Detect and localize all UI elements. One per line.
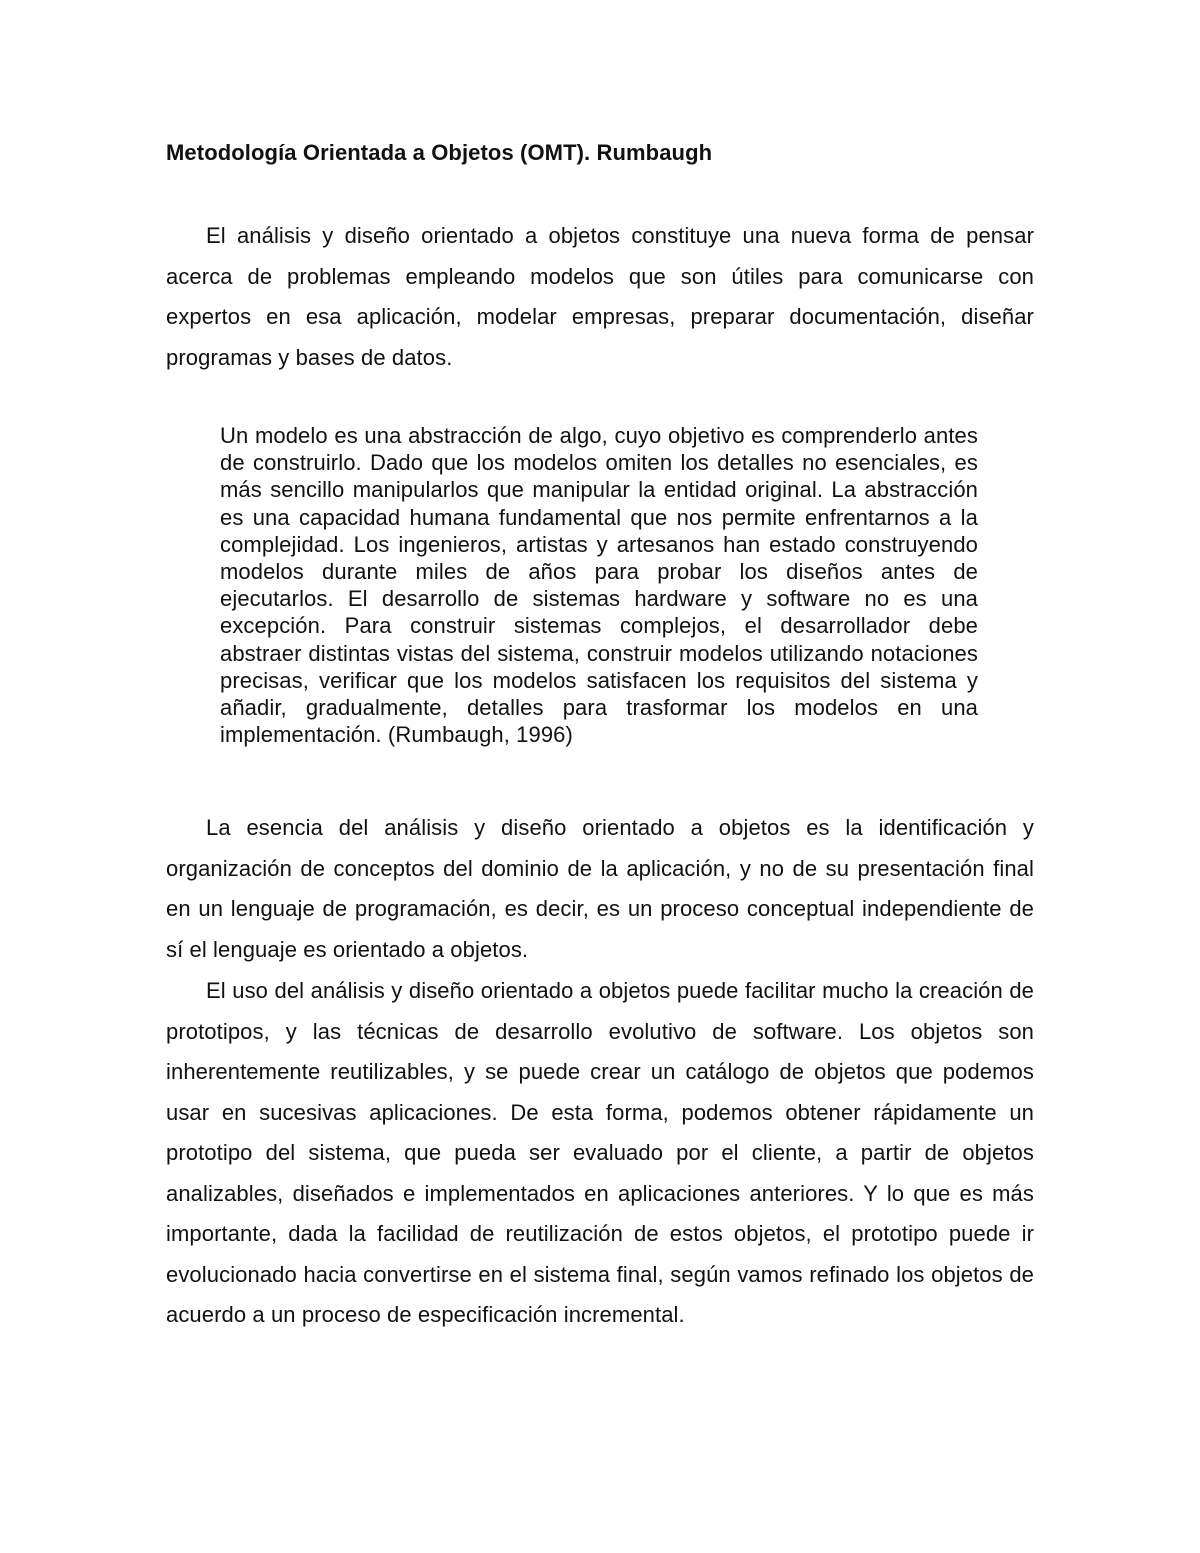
- paragraph-intro: El análisis y diseño orientado a objetos constituye una nueva forma de pensar acerca de problemas empleando modelos que son útiles para comunicarse con expertos en esa aplicación, modelar empresas, preparar documentación, diseñar programas y bases de datos.: [166, 223, 1034, 370]
- block-quote-rumbaugh: Un modelo es una abstracción de algo, cuyo objetivo es comprenderlo antes de construirlo. Dado que los modelos omiten los detalles no esenciales, es más sencillo manipularlos que manipular la entidad original. La abstracción es una capacidad humana fundamental que nos permite enfrentarnos a la complejidad. Los ingenieros, artistas y artesanos han estado construyendo modelos durante miles de años para probar los diseños antes de ejecutarlos. El desarrollo de sistemas hardware y software no es una excepción. Para construir sistemas complejos, el desarrollador debe abstraer distintas vistas del sistema, construir modelos utilizando notaciones precisas, verificar que los modelos satisfacen los requisitos del sistema y añadir, gradualmente, detalles para trasformar los modelos en una implementación. (Rumbaugh, 1996): [220, 423, 978, 748]
- paragraph-essence: La esencia del análisis y diseño orientado a objetos es la identificación y organización de conceptos del dominio de la aplicación, y no de su presentación final en un lenguaje de programación, es decir, es un proceso conceptual independiente de sí el lenguaje es orientado a objetos.: [166, 815, 1034, 962]
- paragraph-prototyping: El uso del análisis y diseño orientado a objetos puede facilitar mucho la creación de prototipos, y las técnicas de desarrollo evolutivo de software. Los objetos son inherentemente reutilizables, y se puede crear un catálogo de objetos que podemos usar en sucesivas aplicaciones. De esta forma, podemos obtener rápidamente un prototipo del sistema, que pueda ser evaluado por el cliente, a partir de objetos analizables, diseñados e implementados en aplicaciones anteriores. Y lo que es más importante, dada la facilidad de reutilización de estos objetos, el prototipo puede ir evolucionado hacia convertirse en el sistema final, según vamos refinado los objetos de acuerdo a un proceso de especificación incremental.: [166, 978, 1034, 1327]
- document-title: Metodología Orientada a Objetos (OMT). Rumbaugh: [166, 140, 713, 165]
